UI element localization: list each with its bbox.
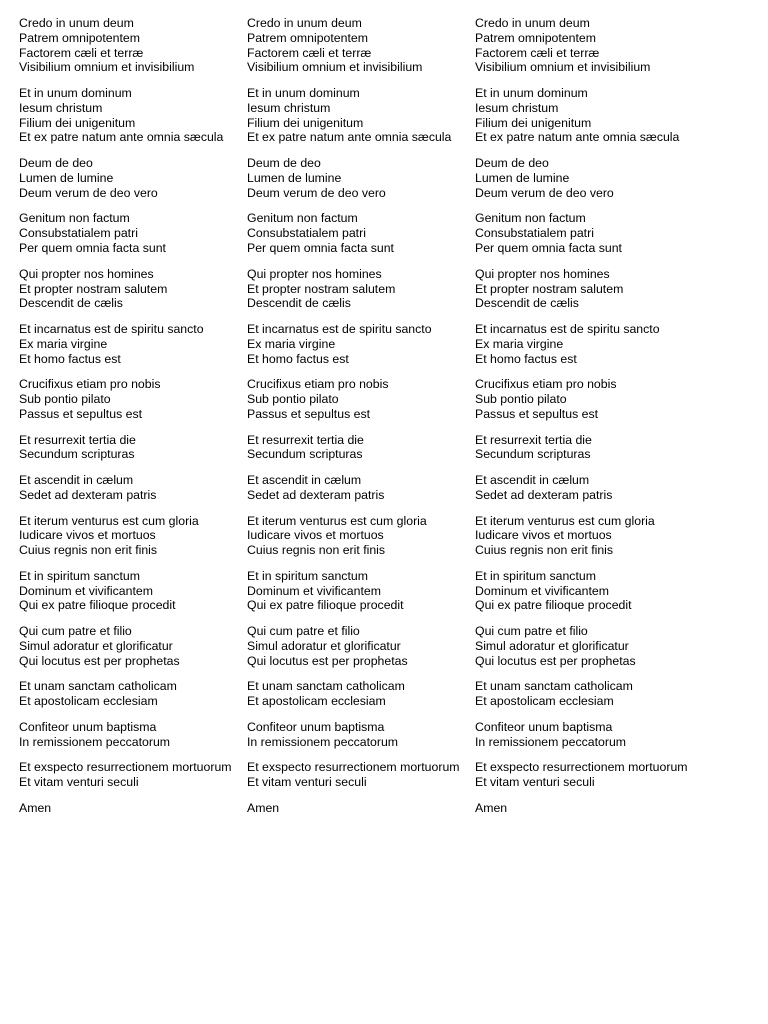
text-line: Sub pontio pilato (247, 392, 339, 407)
stanza (247, 624, 462, 668)
stanza (475, 156, 690, 200)
text-line: Filium dei unigenitum (19, 115, 136, 130)
stanza (247, 514, 462, 558)
text-line: Qui ex patre filioque procedit (19, 598, 176, 613)
text-line: Passus et sepultus est (247, 406, 371, 421)
text-line: Qui cum patre et filio (475, 624, 588, 639)
text-line: Et incarnatus est de spiritu sancto (475, 322, 660, 336)
text-line: Iesum christum (247, 100, 331, 115)
text-line: Et iterum venturus est cum gloria (475, 513, 655, 528)
stanza (247, 679, 462, 709)
text-line: Et resurrexit tertia die (475, 432, 592, 447)
text-line: In remissionem peccatorum (247, 734, 399, 749)
text-column-1 (19, 16, 234, 827)
text-line: Genitum non factum (475, 211, 586, 226)
text-line: Sedet ad dexteram patris (475, 487, 613, 502)
text-line: Consubstatialem patri (247, 226, 366, 241)
text-line: Et resurrexit tertia die (247, 432, 364, 447)
text-line: Et iterum venturus est cum gloria (247, 513, 427, 528)
text-line: Ex maria virgine (247, 336, 336, 351)
text-line: Visibilium omnium et invisibilium (475, 60, 651, 75)
text-line: Et unam sanctam catholicam (247, 679, 405, 694)
text-line: Et in spiritum sanctum (19, 568, 140, 583)
text-line: Sedet ad dexteram patris (19, 487, 157, 502)
stanza (247, 720, 462, 750)
text-line: Et resurrexit tertia die (19, 432, 136, 447)
text-line: Sedet ad dexteram patris (247, 487, 385, 502)
text-line: Deum de deo (475, 156, 549, 171)
text-line: Amen (247, 800, 280, 815)
text-line: Qui propter nos homines (247, 266, 382, 281)
text-line: Cuius regnis non erit finis (247, 543, 386, 558)
text-line: Per quem omnia facta sunt (247, 241, 394, 256)
stanza (475, 720, 690, 750)
text-line: Et apostolicam ecclesiam (19, 694, 158, 709)
stanza (247, 473, 462, 503)
text-line: Genitum non factum (19, 211, 130, 226)
stanza (19, 322, 234, 366)
text-line: Confiteor unum baptisma (475, 719, 613, 734)
text-line: Cuius regnis non erit finis (19, 543, 158, 558)
text-line: Secundum scripturas (247, 447, 363, 462)
text-line: Cuius regnis non erit finis (475, 543, 614, 558)
text-line: Credo in unum deum (247, 16, 362, 30)
text-column-2 (247, 16, 462, 827)
stanza (475, 377, 690, 421)
stanza (19, 16, 234, 75)
text-line: Simul adoratur et glorificatur (19, 638, 173, 653)
text-line: Qui cum patre et filio (247, 624, 360, 639)
stanza (247, 433, 462, 463)
text-line: Simul adoratur et glorificatur (247, 638, 401, 653)
text-line: Deum verum de deo vero (247, 185, 386, 200)
text-line: Et homo factus est (19, 351, 121, 366)
text-line: Et iterum venturus est cum gloria (19, 513, 199, 528)
text-line: Et vitam venturi seculi (475, 775, 595, 790)
stanza (19, 679, 234, 709)
text-line: Et in unum dominum (247, 86, 360, 101)
text-line: Et vitam venturi seculi (247, 775, 367, 790)
stanza (19, 760, 234, 790)
text-line: Consubstatialem patri (475, 226, 594, 241)
stanza (475, 86, 690, 145)
stanza (19, 211, 234, 255)
text-line: Factorem cæli et terræ (475, 45, 600, 60)
text-line: Et homo factus est (475, 351, 577, 366)
text-line: Crucifixus etiam pro nobis (475, 377, 617, 392)
text-line: Et in unum dominum (19, 86, 132, 101)
stanza (475, 473, 690, 503)
stanza (247, 322, 462, 366)
text-line: Et ex patre natum ante omnia sæcula (247, 130, 452, 145)
stanza (247, 86, 462, 145)
text-line: Factorem cæli et terræ (247, 45, 372, 60)
text-line: Dominum et vivificantem (247, 583, 381, 598)
stanza (247, 156, 462, 200)
text-line: Deum de deo (19, 156, 93, 171)
text-line: Et exspecto resurrectionem mortuorum (19, 760, 232, 775)
text-line: Genitum non factum (247, 211, 358, 226)
text-line: Et apostolicam ecclesiam (475, 694, 614, 709)
stanza (475, 679, 690, 709)
text-line: Passus et sepultus est (19, 406, 143, 421)
text-line: Iudicare vivos et mortuos (19, 528, 156, 543)
text-line: Ex maria virgine (475, 336, 564, 351)
text-line: Descendit de cælis (19, 296, 123, 311)
text-line: Amen (475, 800, 508, 815)
text-line: Per quem omnia facta sunt (475, 241, 622, 256)
text-line: Et in spiritum sanctum (247, 568, 368, 583)
text-line: Qui locutus est per prophetas (475, 653, 636, 668)
text-line: Deum de deo (247, 156, 321, 171)
stanza (247, 267, 462, 311)
text-line: Crucifixus etiam pro nobis (19, 377, 161, 392)
text-line: Consubstatialem patri (19, 226, 138, 241)
text-line: Et ascendit in cælum (247, 473, 362, 488)
text-line: Et ascendit in cælum (19, 473, 134, 488)
stanza (475, 322, 690, 366)
stanza (475, 760, 690, 790)
stanza (475, 801, 690, 816)
text-line: Secundum scripturas (475, 447, 591, 462)
text-line: Passus et sepultus est (475, 406, 599, 421)
text-line: Filium dei unigenitum (475, 115, 592, 130)
text-line: Lumen de lumine (19, 170, 114, 185)
stanza (475, 267, 690, 311)
text-line: Et ex patre natum ante omnia sæcula (19, 130, 224, 145)
text-line: Dominum et vivificantem (475, 583, 609, 598)
stanza (19, 720, 234, 750)
text-line: Amen (19, 800, 52, 815)
stanza (19, 86, 234, 145)
text-line: Iesum christum (19, 100, 103, 115)
text-line: Credo in unum deum (475, 16, 590, 30)
text-line: Visibilium omnium et invisibilium (247, 60, 423, 75)
text-line: Qui ex patre filioque procedit (247, 598, 404, 613)
stanza (247, 569, 462, 613)
stanza (475, 624, 690, 668)
text-line: Patrem omnipotentem (247, 30, 368, 45)
text-line: Et ascendit in cælum (475, 473, 590, 488)
stanza (247, 211, 462, 255)
text-line: Et incarnatus est de spiritu sancto (247, 322, 432, 336)
text-line: Confiteor unum baptisma (247, 719, 385, 734)
text-line: Et unam sanctam catholicam (475, 679, 633, 694)
stanza (19, 377, 234, 421)
text-line: Qui propter nos homines (19, 266, 154, 281)
text-line: Qui cum patre et filio (19, 624, 132, 639)
stanza (19, 267, 234, 311)
text-line: Sub pontio pilato (475, 392, 567, 407)
text-line: Et propter nostram salutem (475, 281, 624, 296)
text-line: Et apostolicam ecclesiam (247, 694, 386, 709)
stanza (247, 760, 462, 790)
stanza (19, 156, 234, 200)
stanza (19, 569, 234, 613)
text-line: Iesum christum (475, 100, 559, 115)
stanza (247, 16, 462, 75)
text-line: Deum verum de deo vero (475, 185, 614, 200)
stanza (247, 377, 462, 421)
text-line: Simul adoratur et glorificatur (475, 638, 629, 653)
text-line: Sub pontio pilato (19, 392, 111, 407)
text-line: Qui locutus est per prophetas (247, 653, 408, 668)
text-line: Et in unum dominum (475, 86, 588, 101)
stanza (475, 211, 690, 255)
text-line: Et homo factus est (247, 351, 349, 366)
text-line: Credo in unum deum (19, 16, 134, 30)
text-line: Et exspecto resurrectionem mortuorum (247, 760, 460, 775)
text-line: Ex maria virgine (19, 336, 108, 351)
text-line: Patrem omnipotentem (475, 30, 596, 45)
text-line: Dominum et vivificantem (19, 583, 153, 598)
stanza (475, 569, 690, 613)
text-line: Et unam sanctam catholicam (19, 679, 177, 694)
text-line: Qui locutus est per prophetas (19, 653, 180, 668)
text-line: Patrem omnipotentem (19, 30, 140, 45)
text-line: Lumen de lumine (475, 170, 570, 185)
stanza (19, 433, 234, 463)
stanza (475, 16, 690, 75)
text-line: Crucifixus etiam pro nobis (247, 377, 389, 392)
text-line: Factorem cæli et terræ (19, 45, 144, 60)
text-line: Iudicare vivos et mortuos (475, 528, 612, 543)
stanza (19, 624, 234, 668)
text-line: Et propter nostram salutem (19, 281, 168, 296)
text-line: Deum verum de deo vero (19, 185, 158, 200)
stanza (247, 801, 462, 816)
text-line: Descendit de cælis (247, 296, 351, 311)
text-line: Per quem omnia facta sunt (19, 241, 166, 256)
stanza (19, 514, 234, 558)
text-line: In remissionem peccatorum (475, 734, 627, 749)
stanza (475, 514, 690, 558)
text-line: Et vitam venturi seculi (19, 775, 139, 790)
text-line: Et propter nostram salutem (247, 281, 396, 296)
text-line: Visibilium omnium et invisibilium (19, 60, 195, 75)
text-line: In remissionem peccatorum (19, 734, 171, 749)
text-line: Et ex patre natum ante omnia sæcula (475, 130, 680, 145)
text-line: Et exspecto resurrectionem mortuorum (475, 760, 688, 775)
text-line: Confiteor unum baptisma (19, 719, 157, 734)
text-line: Descendit de cælis (475, 296, 579, 311)
text-line: Et incarnatus est de spiritu sancto (19, 322, 204, 336)
text-line: Et in spiritum sanctum (475, 568, 596, 583)
stanza (19, 801, 234, 816)
text-line: Secundum scripturas (19, 447, 135, 462)
text-line: Lumen de lumine (247, 170, 342, 185)
text-column-3 (475, 16, 690, 827)
text-line: Filium dei unigenitum (247, 115, 364, 130)
stanza (475, 433, 690, 463)
text-line: Iudicare vivos et mortuos (247, 528, 384, 543)
text-line: Qui ex patre filioque procedit (475, 598, 632, 613)
text-line: Qui propter nos homines (475, 266, 610, 281)
stanza (19, 473, 234, 503)
